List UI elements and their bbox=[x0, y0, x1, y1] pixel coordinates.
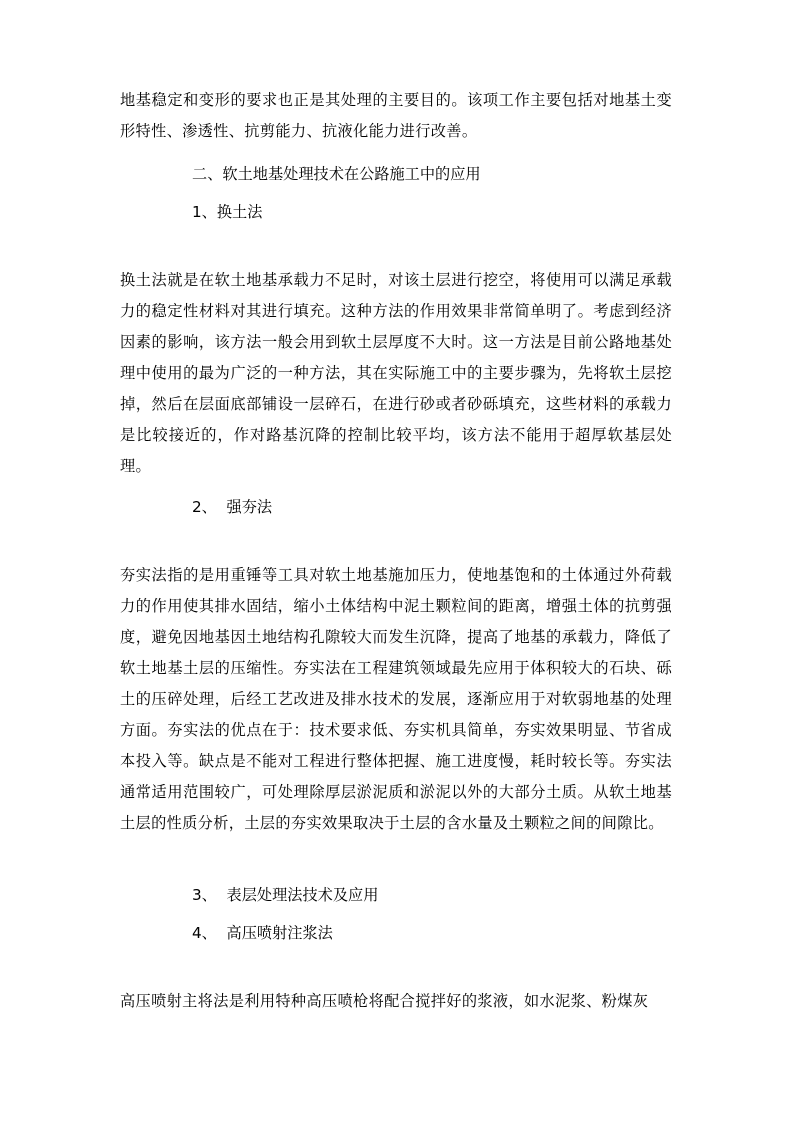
section-heading: 二、软土地基处理技术在公路施工中的应用 bbox=[192, 165, 481, 183]
paragraph-replacement-method: 换土法就是在软土地基承载力不足时，对该土层进行挖空，将使用可以满足承载力的稳定性材料对其进行填充。这种方法的作用效果非常简单明了。考虑到经济因素的影响，该方法一般会用到软土层厚度不大时。这一方法是目前公路地基处理中使用的最为广泛的一种方法，其在实际施工中的主要步骤为，先将软土层挖掉，然后在层面底部铺设一层碎石，在进行砂或者砂砾填充，这些材料的承载力是比较接近的，作对路基沉降的控制比较平均，该方法不能用于超厚软基层处理。 bbox=[120, 271, 672, 475]
subheading-jet-grouting: 4、 高压喷射注浆法 bbox=[192, 924, 333, 942]
subheading-surface-treatment: 3、 表层处理法技术及应用 bbox=[192, 886, 379, 904]
subheading-replacement-method: 1、换土法 bbox=[192, 203, 263, 221]
paragraph-jet-grouting: 高压喷射主将法是利用特种高压喷枪将配合搅拌好的浆液，如水泥浆、粉煤灰 bbox=[120, 992, 649, 1010]
subheading-dynamic-compaction: 2、 强夯法 bbox=[192, 498, 273, 516]
paragraph-intro: 地基稳定和变形的要求也正是其处理的主要目的。该项工作主要包括对地基土变形特性、渗透性、抗剪能力、抗液化能力进行改善。 bbox=[120, 91, 672, 140]
paragraph-compaction-method: 夯实法指的是用重锤等工具对软土地基施加压力，使地基饱和的土体通过外荷载力的作用使其排水固结，缩小土体结构中泥土颗粒间的距离，增强土体的抗剪强度，避免因地基因土地结构孔隙较大而发生沉降，提高了地基的承载力，降低了软土地基土层的压缩性。夯实法在工程建筑领域最先应用于体积较大的石块、砾土的压碎处理，后经工艺改进及排水技术的发展，逐渐应用于对软弱地基的处理方面。夯实法的优点在于：技术要求低、夯实机具简单，夯实效果明显、节省成本投入等。缺点是不能对工程进行整体把握、施工进度慢，耗时较长等。夯实法通常适用范围较广，可处理除厚层淤泥质和淤泥以外的大部分土质。从软土地基土层的性质分析，土层的夯实效果取决于土层的含水量及土颗粒之间的间隙比。 bbox=[120, 566, 672, 832]
